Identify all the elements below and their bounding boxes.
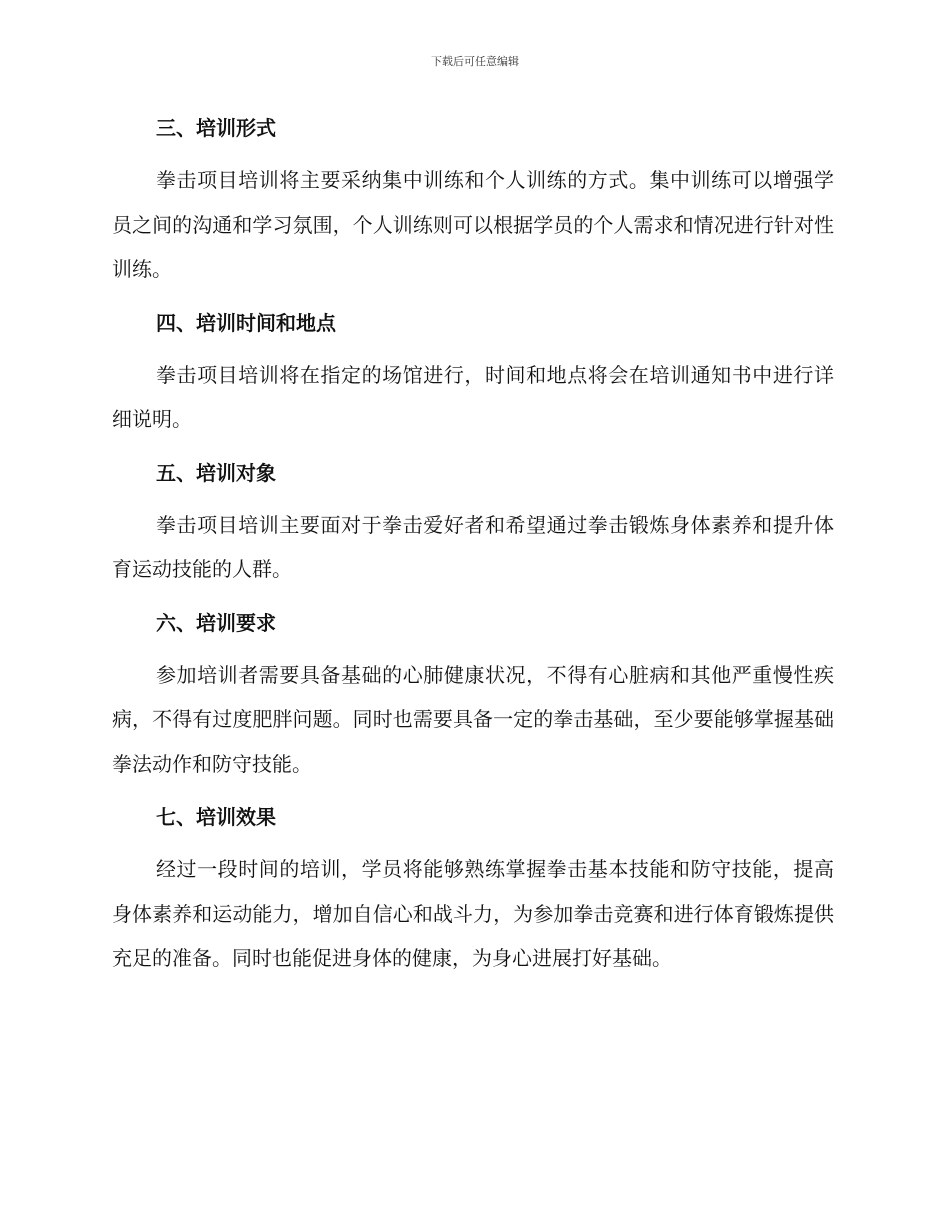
section-training-audience bbox=[112, 451, 834, 592]
section-training-format bbox=[112, 106, 834, 292]
section-heading: 五、培训对象 bbox=[156, 460, 276, 485]
section-paragraph: 拳击项目培训主要面对于拳击爱好者和希望通过拳击锻炼身体素养和提升体育运动技能的人群。 bbox=[112, 512, 834, 581]
section-training-requirements bbox=[112, 601, 834, 787]
section-heading: 四、培训时间和地点 bbox=[156, 310, 336, 335]
section-training-time-location bbox=[112, 301, 834, 442]
section-heading: 六、培训要求 bbox=[156, 610, 276, 635]
section-paragraph: 拳击项目培训将在指定的场馆进行，时间和地点将会在培训通知书中进行详细说明。 bbox=[112, 362, 834, 431]
document-body bbox=[112, 106, 834, 990]
header-note: 下载后可任意编辑 bbox=[431, 55, 519, 68]
section-heading: 七、培训效果 bbox=[156, 805, 276, 829]
section-paragraph: 经过一段时间的培训，学员将能够熟练掌握拳击基本技能和防守技能，提高身体素养和运动能力，增加自信心和战斗力，为参加拳击竞赛和进行体育锻炼提供充足的准备。同时也能促进身体的健康，为身心进展打好基础。 bbox=[112, 857, 834, 970]
section-training-results bbox=[112, 795, 834, 981]
section-paragraph: 拳击项目培训将主要采纳集中训练和个人训练的方式。集中训练可以增强学员之间的沟通和学习氛围，个人训练则可以根据学员的个人需求和情况进行针对性训练。 bbox=[112, 168, 834, 281]
section-heading: 三、培训形式 bbox=[156, 116, 276, 140]
section-paragraph: 参加培训者需要具备基础的心肺健康状况，不得有心脏病和其他严重慢性疾病，不得有过度肥胖问题。同时也需要具备一定的拳击基础，至少要能够掌握基础拳法动作和防守技能。 bbox=[112, 662, 834, 776]
